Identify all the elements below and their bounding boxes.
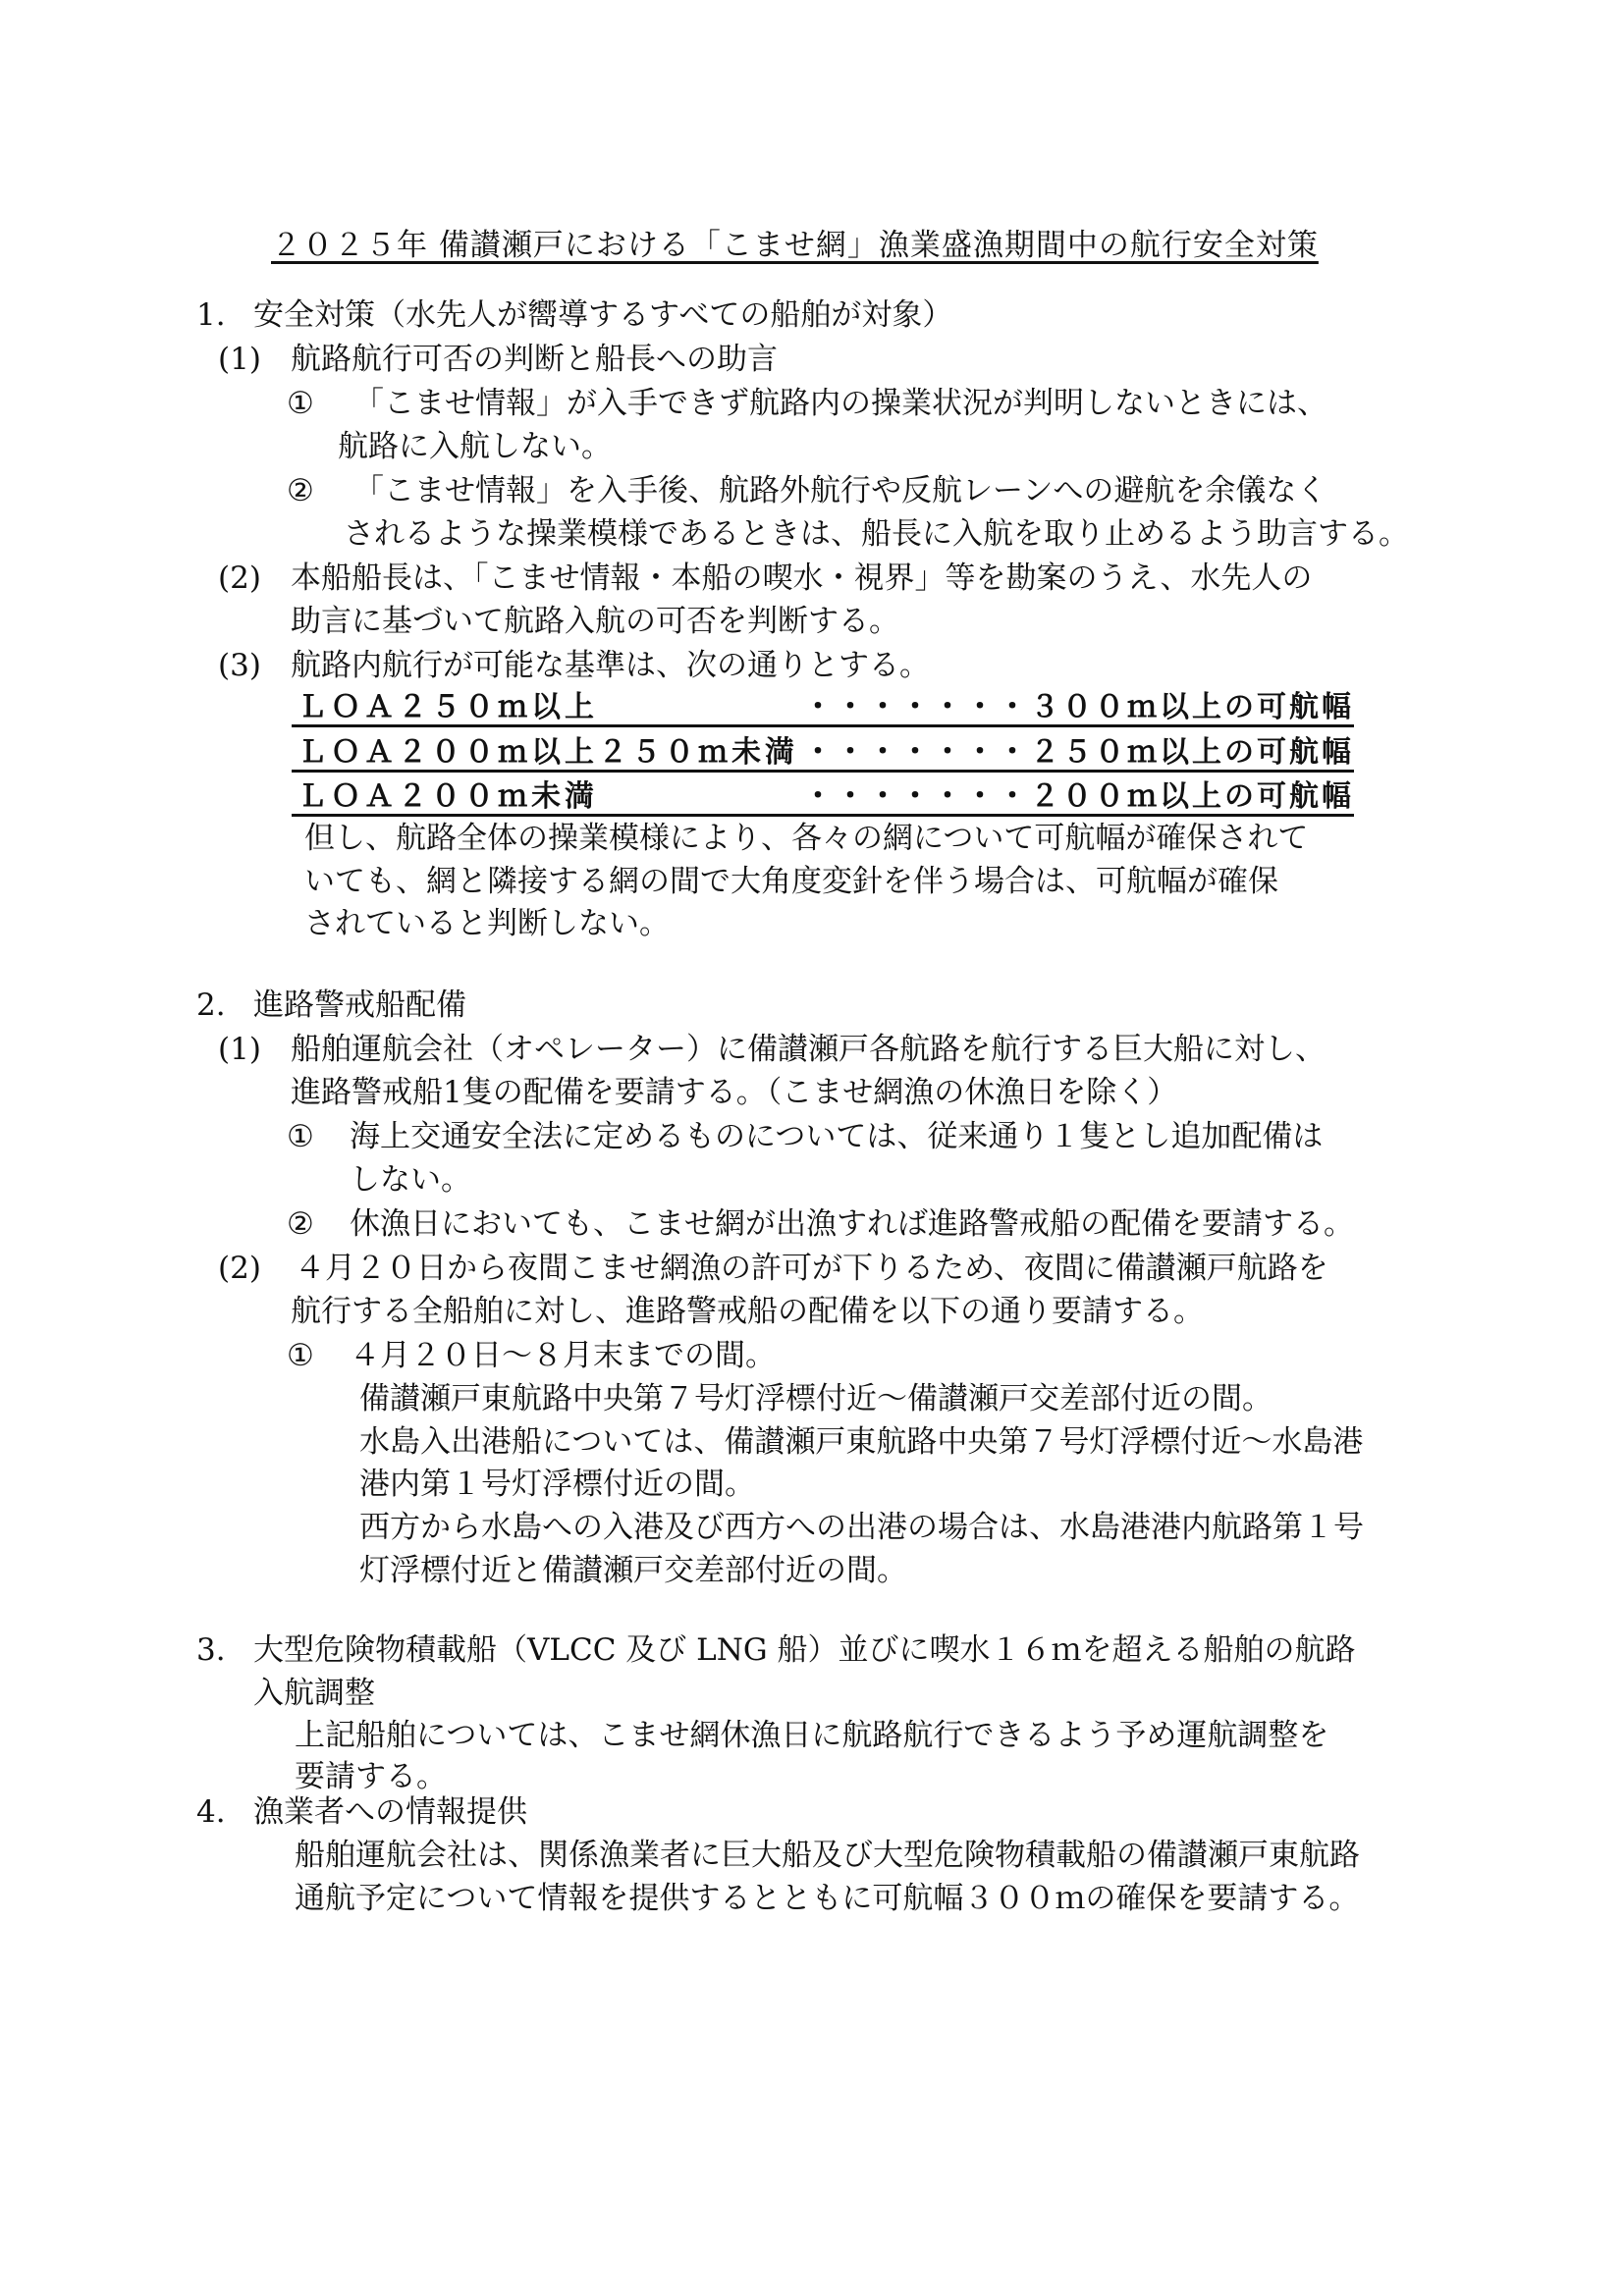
criteria-dots: ・・・・・・・ [803, 690, 1030, 725]
criteria-row [292, 688, 1354, 727]
section1-sub3-heading: 航路内航行が可能な基準は、次の通りとする。 [291, 647, 930, 683]
section3-heading-line1: 大型危険物積載船（VLCC 及び LNG 船）並びに喫水１６ｍを超える船舶の航路 [253, 1631, 1356, 1668]
document-title: ２０２５年 備讃瀬戸における「こませ網」漁業盛漁期間中の航行安全対策 [271, 228, 1319, 264]
criteria-note-line2: いても、網と隣接する網の間で大角度変針を伴う場合は、可航幅が確保 [304, 863, 1278, 899]
criteria-value-group [803, 733, 1354, 773]
section2-sub2-item1-line4: 港内第１号灯浮標付近の間。 [359, 1467, 755, 1503]
criteria-label: ＬＯＡ２００ｍ以上２５０ｍ未満 [298, 734, 798, 770]
section2-sub1-item1-line1: 海上交通安全法に定めるものについては、従来通り１隻とし追加配備は [350, 1119, 1324, 1155]
section2-sub2-item1-line5: 西方から水島への入港及び西方への出港の場合は、水島港港内航路第１号 [359, 1510, 1364, 1546]
section3-heading-line2: 入航調整 [253, 1675, 375, 1711]
criteria-note-line3: されていると判断しない。 [304, 906, 670, 942]
section2-sub1-number: (1) [218, 1032, 261, 1068]
section2-sub2-line1: ４月２０日から夜間こませ網漁の許可が下りるため、夜間に備讃瀬戸航路を [295, 1251, 1328, 1287]
criteria-row [292, 733, 1354, 773]
criteria-value-group [803, 777, 1354, 817]
section2-sub2-item1-line1: ４月２０日～８月末までの間。 [350, 1338, 776, 1374]
section1-sub1-heading: 航路航行可否の判断と船長への助言 [291, 341, 778, 377]
criteria-dots: ・・・・・・・ [803, 734, 1030, 770]
section1-sub2-number: (2) [218, 560, 261, 596]
section2-number: 2. [196, 988, 226, 1024]
criteria-note-line1: 但し、航路全体の操業模様により、各々の網について可航幅が確保されて [304, 821, 1309, 857]
section1-sub3-number: (3) [218, 647, 261, 683]
section3-body-line2: 要請する。 [295, 1759, 447, 1795]
section2-sub2-number: (2) [218, 1251, 261, 1287]
criteria-value: ２００ｍ以上の可航幅 [1030, 778, 1354, 814]
section1-sub2-line2: 助言に基づいて航路入航の可否を判断する。 [291, 603, 899, 639]
section1-sub1-number: (1) [218, 341, 261, 377]
criteria-label: ＬＯＡ２００ｍ未満 [298, 778, 598, 814]
criteria-row [292, 777, 1354, 817]
section4-body-line1: 船舶運航会社は、関係漁業者に巨大船及び大型危険物積載船の備讃瀬戸東航路 [295, 1838, 1360, 1874]
section4-number: 4. [196, 1794, 226, 1831]
section4-body-line2: 通航予定について情報を提供するとともに可航幅３００ｍの確保を要請する。 [295, 1881, 1360, 1917]
section2-sub1-line2: 進路警戒船1隻の配備を要請する。（こませ網漁の休漁日を除く） [291, 1075, 1178, 1110]
section1-sub2-line1: 本船船長は、「こませ情報・本船の喫水・視界」等を勘案のうえ、水先人の [291, 560, 1313, 596]
section2-sub1-line1: 船舶運航会社（オペレーター）に備讃瀬戸各航路を航行する巨大船に対し、 [291, 1032, 1326, 1068]
section2-sub1-item1-line2: しない。 [350, 1161, 471, 1198]
section2-sub2-item1-line2: 備讃瀬戸東航路中央第７号灯浮標付近～備讃瀬戸交差部付近の間。 [359, 1381, 1272, 1416]
section4-heading: 漁業者への情報提供 [253, 1794, 527, 1831]
section2-sub2-item1-line3: 水島入出港船については、備讃瀬戸東航路中央第７号灯浮標付近～水島港 [359, 1423, 1364, 1460]
section1-sub1-item1-marker: ① [287, 386, 314, 421]
criteria-label: ＬＯＡ２５０ｍ以上 [298, 690, 598, 725]
section1-heading: 安全対策（水先人が嚮導するすべての船舶が対象） [253, 296, 953, 333]
section2-sub1-item2-marker: ② [287, 1206, 314, 1243]
criteria-value: ３００ｍ以上の可航幅 [1030, 690, 1354, 725]
section2-sub2-item1-line6: 灯浮標付近と備讃瀬戸交差部付近の間。 [359, 1552, 907, 1588]
section1-sub1-item1-line1: 「こませ情報」が入手できず航路内の操業状況が判明しないときには、 [353, 386, 1327, 421]
criteria-value: ２５０ｍ以上の可航幅 [1030, 734, 1354, 770]
section2-sub2-line2: 航行する全船舶に対し、進路警戒船の配備を以下の通り要請する。 [291, 1294, 1204, 1330]
section2-heading: 進路警戒船配備 [253, 988, 466, 1024]
criteria-value-group [803, 688, 1354, 727]
section3-body-line1: 上記船舶については、こませ網休漁日に航路航行できるよう予め運航調整を [295, 1718, 1329, 1754]
section1-sub1-item2-line1: 「こませ情報」を入手後、航路外航行や反航レーンへの避航を余儀なく [353, 472, 1327, 508]
criteria-dots: ・・・・・・・ [803, 778, 1030, 814]
section1-sub1-item1-line2: 航路に入航しない。 [338, 428, 612, 464]
section1-number: 1. [196, 296, 226, 333]
section2-sub2-item1-marker: ① [287, 1338, 314, 1374]
section1-sub1-item2-marker: ② [287, 472, 314, 508]
section3-number: 3. [196, 1631, 226, 1668]
section1-sub1-item2-line2: されるような操業模様であるときは、船長に入航を取り止めるよう助言する。 [344, 515, 1409, 552]
section2-sub1-item2-line1: 休漁日においても、こませ網が出漁すれば進路警戒船の配備を要請する。 [350, 1206, 1354, 1243]
section2-sub1-item1-marker: ① [287, 1119, 314, 1155]
